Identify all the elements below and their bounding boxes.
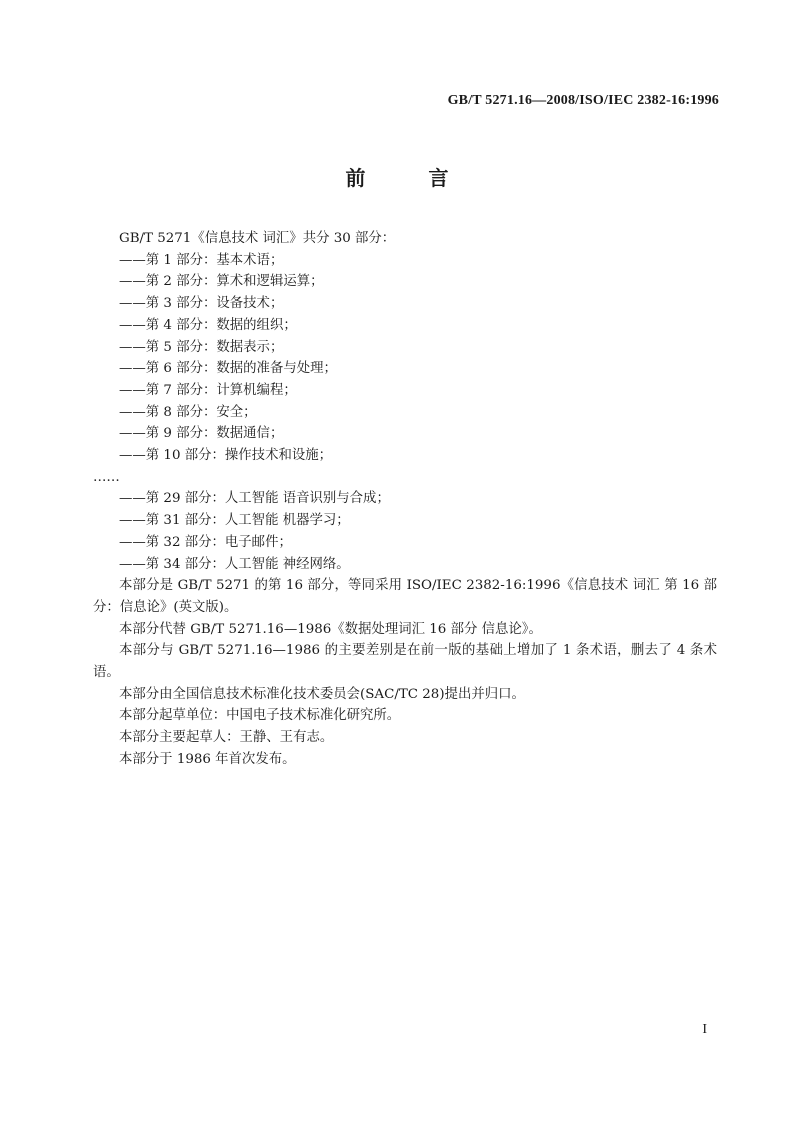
paragraph-replaces: 本部分代替 GB/T 5271.16—1986《数据处理词汇 16 部分 信息论》。 [119,621,542,637]
part-item-4: ——第 4 部分：数据的组织； [119,317,297,333]
standard-code: GB/T 5271.16—2008/ISO/IEC 2382-16:1996 [447,93,719,108]
foreword-body [93,228,717,771]
paragraph-drafters: 本部分主要起草人：王静、王有志。 [119,730,334,746]
part-item-7: ——第 7 部分：计算机编程； [119,382,297,398]
page-title: 前 言 [345,166,477,190]
part-item-31: ——第 31 部分：人工智能 机器学习； [119,513,350,529]
part-item-34: ——第 34 部分：人工智能 神经网络。 [119,556,350,572]
part-item-9: ——第 9 部分：数据通信； [119,426,284,442]
paragraph-proposer: 本部分由全国信息技术标准化技术委员会(SAC/TC 28)提出并归口。 [119,686,525,702]
part-item-10: ——第 10 部分：操作技术和设施； [119,448,333,464]
paragraph-adoption: 本部分是 GB/T 5271 的第 16 部分，等同采用 ISO/IEC 2382-16:1996《信息技术 词汇 第 16 部分：信息论》(英文版)。 [93,578,717,615]
paragraph-drafting-unit: 本部分起草单位：中国电子技术标准化研究所。 [119,708,401,724]
part-item-8: ——第 8 部分：安全； [119,404,257,420]
intro-line: GB/T 5271《信息技术 词汇》共分 30 部分： [119,231,396,246]
page-number: I [702,1022,707,1037]
part-item-29: ——第 29 部分：人工智能 语音识别与合成； [119,491,390,507]
part-item-6: ——第 6 部分：数据的准备与处理； [119,361,337,377]
ellipsis-line: …… [93,469,120,485]
part-item-1: ——第 1 部分：基本术语； [119,252,284,268]
paragraph-first-release: 本部分于 1986 年首次发布。 [119,751,296,767]
part-item-5: ——第 5 部分：数据表示； [119,339,284,355]
part-item-2: ——第 2 部分：算术和逻辑运算； [119,274,324,290]
part-item-3: ——第 3 部分：设备技术； [119,296,284,312]
paragraph-differences: 本部分与 GB/T 5271.16—1986 的主要差别是在前一版的基础上增加了 1 条术语，删去了 4 条术语。 [93,643,717,681]
part-item-32: ——第 32 部分：电子邮件； [119,534,292,550]
